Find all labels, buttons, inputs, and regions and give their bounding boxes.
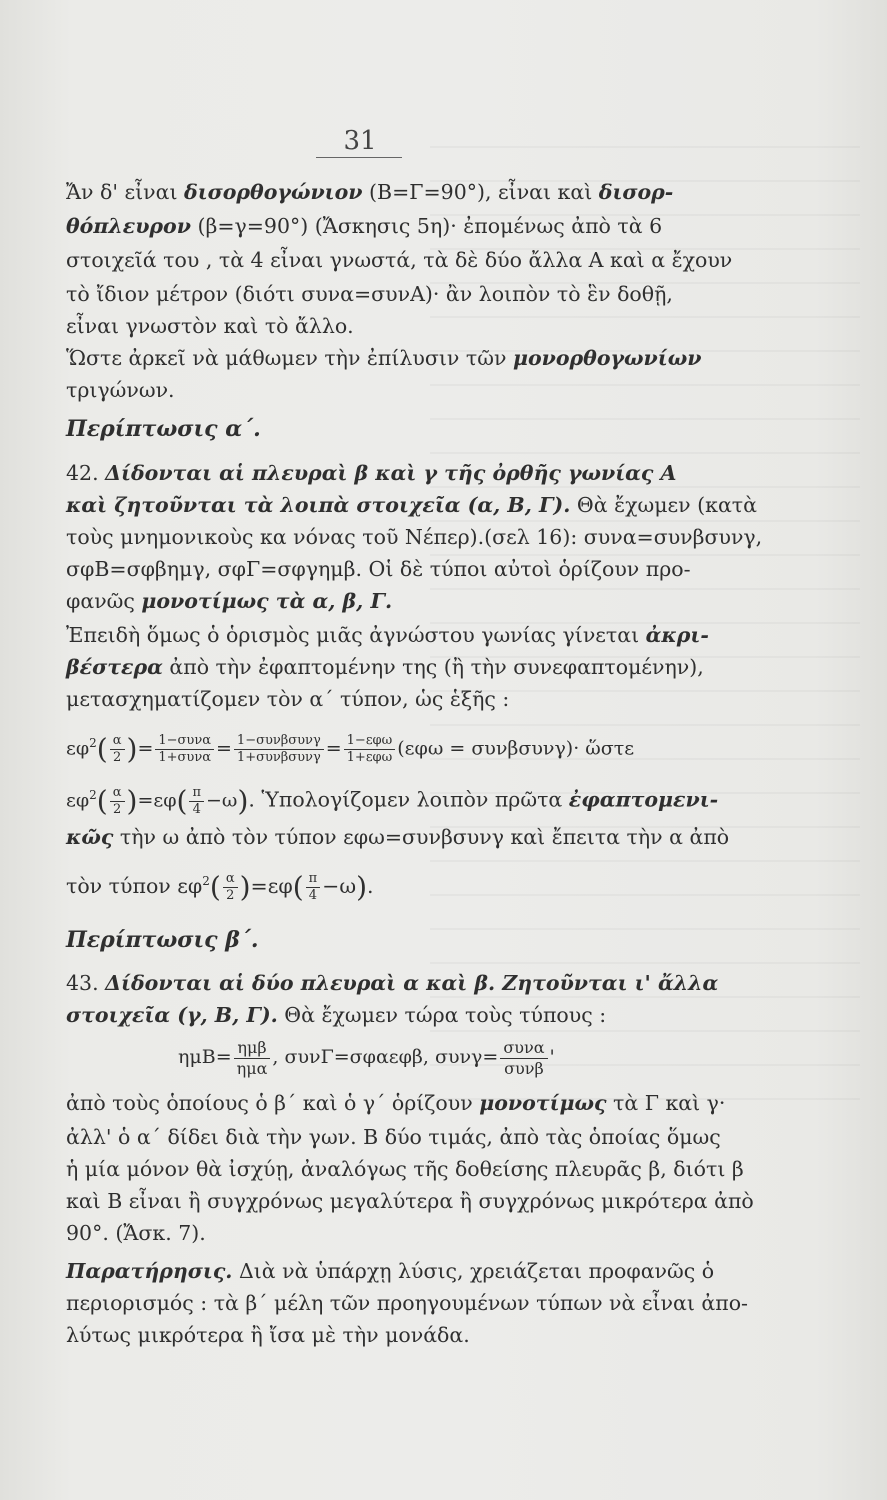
- formula-text: εφ: [66, 789, 90, 812]
- text-run: φανῶς: [66, 589, 142, 613]
- text-run: (Β=Γ=90°), εἶναι καὶ: [362, 180, 599, 204]
- text-line: ἡ μία μόνον θὰ ἰσχύῃ, ἀναλόγως τῆς δοθείσης πλευρᾶς β, διότι β: [66, 1157, 744, 1181]
- case-b-heading: Περίπτωσις β΄.: [66, 927, 259, 953]
- text-line: περιορισμός : τὰ β΄ μέλη τῶν προηγουμένων τύπων νὰ εἶναι ἀπο-: [66, 1291, 748, 1315]
- formula-text: −ω: [322, 873, 357, 898]
- text-line: [66, 620, 709, 650]
- text-line: λύτως μικρότερα ἢ ἴσα μὲ τὴν μονάδα.: [66, 1323, 470, 1347]
- fraction-numerator: 1−συνβσυνγ: [234, 733, 324, 750]
- text-line: καὶ Β εἶναι ἢ συγχρόνως μεγαλύτερα ἢ συγχρόνως μικρότερα ἀπὸ: [66, 1189, 754, 1213]
- bold-term: καὶ ζητοῦνται τὰ λοιπὰ στοιχεῖα (α, Β, Γ).: [66, 493, 571, 517]
- text-line: εἶναι γνωστὸν καὶ τὸ ἄλλο.: [66, 314, 354, 338]
- text-line: [66, 211, 662, 241]
- section-number: 42.: [66, 461, 99, 485]
- fraction-denominator: 1+εφω: [346, 749, 393, 765]
- bold-term: ἀκρι-: [645, 623, 709, 647]
- text-line: τὸ ἴδιον μέτρον (διότι συνα=συνΑ)· ἂν λοιπὸν τὸ ἓν δοθῇ,: [66, 282, 673, 306]
- bold-term: στοιχεῖα (γ, Β, Γ).: [66, 1003, 278, 1027]
- text-run: τὴν ω ἀπὸ τὸν τύπον εφω=συνβσυνγ καὶ ἔπειτα τὴν α ἀπὸ: [113, 825, 730, 849]
- formula-text: , συνΓ=σφαεφβ, συνγ=: [272, 1046, 499, 1068]
- fraction: [110, 733, 125, 766]
- text-run: . Ὑπολογίζομεν λοιπὸν πρῶτα: [248, 787, 569, 812]
- text-line: τὸν τύπον $\varepsilon\varphi^2$( $\frac{\alpha}{2}$ )=εφ( $\frac{\pi}{4}$ −ω).: [66, 870, 374, 904]
- paren-open: (: [96, 784, 108, 818]
- text-line: [66, 586, 392, 616]
- paren-close: ): [126, 732, 138, 766]
- bold-term: δισορ-: [598, 180, 674, 204]
- fraction-denominator: 4: [192, 801, 201, 817]
- fraction-numerator: 1−εφω: [344, 733, 396, 750]
- page-number-rule: [316, 157, 402, 158]
- text-line: ἀλλ' ὁ α΄ δίδει διὰ τὴν γων. Β δύο τιμάς, ἀπὸ τὰς ὁποίας ὅμως: [66, 1125, 721, 1149]
- text-line: 90°. (Ἄσκ. 7).: [66, 1221, 206, 1245]
- bold-term: θόπλευρον: [66, 214, 191, 238]
- fraction-denominator: 1+συνβσυνγ: [236, 749, 321, 765]
- fraction-numerator: ημβ: [234, 1038, 271, 1059]
- paren-open: (: [176, 784, 188, 818]
- fraction: [306, 871, 321, 904]
- text-line: σφΒ=σφβημγ, σφΓ=σφγημβ. Οἱ δὲ τύποι αὐτοὶ ὁρίζουν προ-: [66, 557, 691, 581]
- text-line: [66, 1256, 714, 1286]
- formula-sup: 2: [89, 788, 97, 802]
- fraction-denominator: συνβ: [504, 1058, 544, 1078]
- formula-s43: [178, 1032, 555, 1082]
- formula-text: ': [549, 1046, 555, 1068]
- text-line: [66, 822, 729, 852]
- formula-text: (εφω = συνβσυνγ)· ὥστε: [397, 737, 635, 760]
- formula-sup: 2: [202, 874, 210, 888]
- formula-tan-half-a-result: [66, 770, 718, 826]
- fraction-denominator: 2: [226, 887, 235, 903]
- formula-sup: 2: [89, 736, 97, 750]
- fraction-denominator: 2: [112, 801, 122, 817]
- fraction-numerator: 1−συνα: [155, 733, 214, 750]
- formula-tan-half-a: $\varepsilon\varphi^2$( $\frac{\alpha}{2}$ )= $\frac{\text{1−συνα}}{\text{1+συνα}}$ = $\frac{\text{1−συνβσυνγ}}{\text{1+συνβσυνγ}}$ = $\frac{\text{1−εφω}}{\text{1+εφω}}$ (εφω = συνβσυνγ)· ὥστε: [66, 732, 635, 766]
- text-line: [66, 1000, 606, 1030]
- text-run: ἀπὸ τοὺς ὁποίους ὁ β΄ καὶ ὁ γ΄ ὁρίζουν: [66, 1091, 480, 1115]
- text-line: [66, 490, 757, 520]
- fraction-numerator: α: [223, 871, 238, 888]
- fraction: [155, 733, 214, 766]
- text-line: τοὺς μνημονικοὺς κα νόνας τοῦ Νέπερ).(σελ 16): συνα=συνβσυνγ,: [66, 525, 763, 549]
- text-run: (β=γ=90°) (Ἄσκησις 5η)· ἐπομένως ἀπὸ τὰ 6: [190, 214, 663, 238]
- bold-term: Δίδονται αἱ δύο πλευραὶ α καὶ β. Ζητοῦνται ι' ἄλλα: [105, 971, 719, 995]
- bold-term: μονορθογωνίων: [512, 346, 702, 370]
- text-run: Ὥστε ἀρκεῖ νὰ μάθωμεν τὴν ἐπίλυσιν τῶν: [66, 346, 513, 370]
- fraction-numerator: π: [306, 871, 321, 888]
- paren-close: ): [237, 784, 249, 818]
- fraction-denominator: 2: [112, 749, 122, 765]
- fraction-numerator: π: [189, 785, 204, 802]
- fraction: [234, 733, 324, 766]
- formula-text: =εφ: [250, 873, 293, 898]
- bold-term: βέστερα: [66, 655, 163, 679]
- text-run: Θὰ ἔχωμεν τώρα τοὺς τύπους :: [277, 1003, 607, 1027]
- paren-close: ): [356, 870, 368, 904]
- bold-term: μονοτίμως τὰ α, β, Γ.: [141, 589, 393, 613]
- text-line: στοιχεῖά του , τὰ 4 εἶναι γνωστά, τὰ δὲ δύο ἄλλα Α καὶ α ἔχουν: [66, 248, 733, 272]
- text-run: ἀπὸ τὴν ἐφαπτομένην της (ἢ τὴν συνεφαπτομένην),: [162, 655, 704, 679]
- paren-close: ): [239, 870, 251, 904]
- text-line: [66, 343, 701, 373]
- paren-open: (: [96, 732, 108, 766]
- text-line: [66, 652, 704, 682]
- fraction: [189, 785, 204, 818]
- bold-term: ἐφαπτομενι-: [568, 787, 719, 812]
- bold-term: μονοτίμως: [479, 1091, 607, 1115]
- fraction: [110, 785, 125, 818]
- text-line: [66, 968, 718, 998]
- fraction-denominator: 4: [308, 887, 318, 903]
- formula-text: εφ: [66, 737, 90, 760]
- bold-term: δισορθογώνιον: [184, 180, 363, 204]
- fraction-numerator: α: [110, 785, 125, 802]
- page-number: 31: [343, 126, 377, 156]
- text-line: [66, 458, 676, 488]
- section-number: 43.: [66, 971, 99, 995]
- text-line: μετασχηματίζομεν τὸν α΄ τύπον, ὡς ἑξῆς :: [66, 687, 510, 711]
- text-run: Ἐπειδὴ ὅμως ὁ ὁρισμὸς μιᾶς ἀγνώστου γωνίας γίνεται: [66, 623, 646, 647]
- text-run: τὸν τύπον εφ: [66, 873, 203, 898]
- text-run: Ἄν δ' εἶναι: [66, 180, 185, 204]
- bold-term: Δίδονται αἱ πλευραὶ β καὶ γ τῆς ὀρθῆς γωνίας Α: [105, 461, 677, 485]
- case-a-heading: Περίπτωσις α΄.: [66, 416, 261, 442]
- formula-text: ημΒ=: [178, 1046, 232, 1068]
- bold-term: κῶς: [66, 825, 114, 849]
- fraction: [234, 1038, 271, 1079]
- fraction-numerator: συνα: [500, 1038, 547, 1059]
- text-line: τριγώνων.: [66, 378, 175, 402]
- text-run: τὰ Γ καὶ γ·: [606, 1091, 726, 1115]
- formula-text: =εφ: [137, 789, 177, 812]
- text-run: Διὰ νὰ ὑπάρχῃ λύσις, χρειάζεται προφανῶς ὁ: [232, 1259, 715, 1283]
- fraction-denominator: 1+συνα: [158, 749, 211, 765]
- remark-label: Παρατήρησις.: [66, 1259, 233, 1283]
- text-line: [66, 177, 673, 207]
- fraction: [344, 733, 396, 766]
- text-line: [66, 1088, 725, 1118]
- fraction: [500, 1038, 547, 1079]
- formula-text: −ω: [206, 789, 238, 812]
- fraction-numerator: α: [110, 733, 125, 750]
- paren-open: (: [292, 870, 304, 904]
- paren-open: (: [209, 870, 221, 904]
- paren-close: ): [126, 784, 138, 818]
- text-run: Θὰ ἔχωμεν (κατὰ: [570, 493, 757, 517]
- fraction: [223, 871, 238, 904]
- fraction-denominator: ημα: [236, 1058, 268, 1078]
